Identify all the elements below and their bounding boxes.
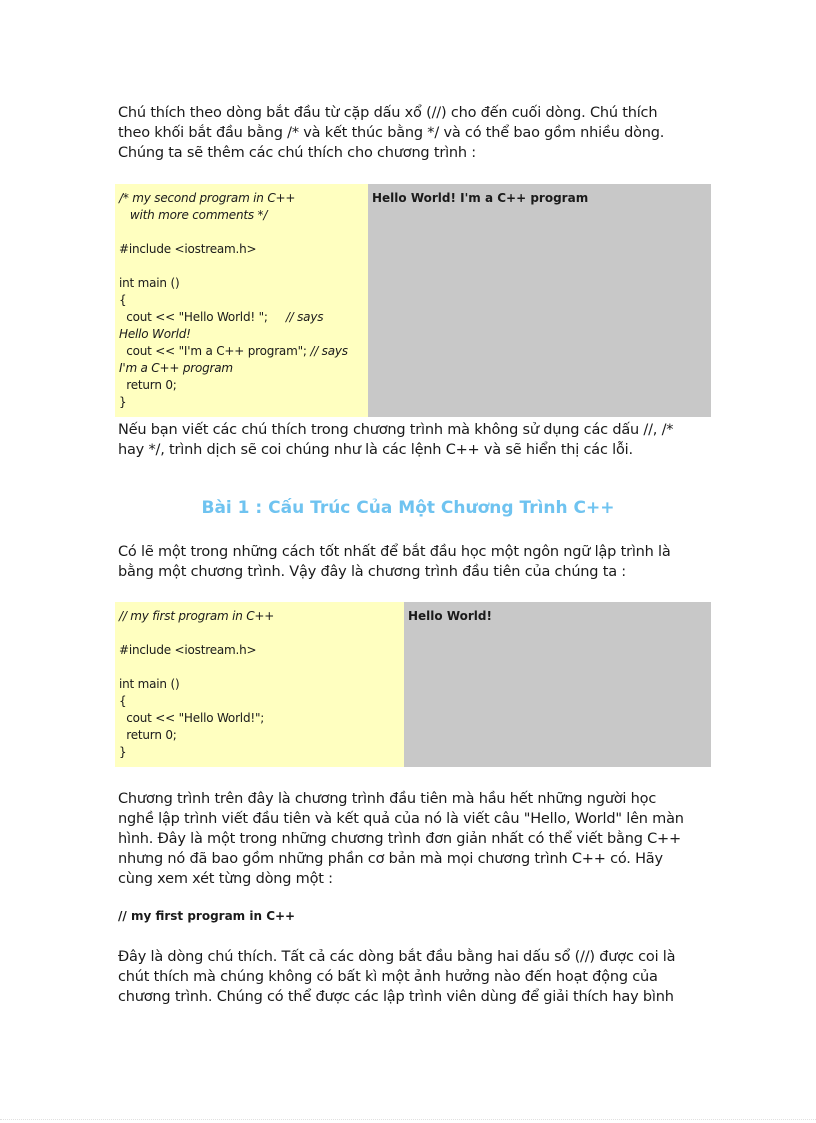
- code-line-label: // my first program in C++: [118, 909, 296, 923]
- code-line: return 0;: [119, 728, 177, 742]
- text-line: Chú thích theo dòng bắt đầu từ cặp dấu xổ (//) cho đến cuối dòng. Chú thích: [118, 105, 658, 121]
- code-line: [119, 659, 400, 676]
- code-line: cout << "Hello World!";: [119, 711, 265, 725]
- code-line: // my first program in C++: [119, 609, 275, 623]
- code-line: int main (): [119, 677, 180, 691]
- code-line: I'm a C++ program: [119, 361, 233, 375]
- code-block: [115, 602, 404, 767]
- code-line: Hello World!: [119, 327, 191, 341]
- code-line: #include <iostream.h>: [119, 643, 257, 657]
- output-text: Hello World!: [408, 609, 492, 623]
- text-line: cùng xem xét từng dòng một :: [118, 871, 333, 887]
- text-line: nhưng nó đã bao gồm những phần cơ bản mà mọi chương trình C++ có. Hãy: [118, 851, 663, 867]
- code-line: cout << "I'm a C++ program"; // says: [119, 344, 348, 358]
- code-line: return 0;: [119, 378, 177, 392]
- code-comment: // says: [285, 310, 324, 324]
- output-panel: [368, 184, 711, 417]
- code-line: {: [119, 694, 127, 708]
- code-line: }: [119, 745, 127, 759]
- explanation-paragraph: [118, 789, 708, 889]
- code-line: [119, 625, 400, 642]
- text-line: nghề lập trình viết đầu tiên và kết quả của nó là viết câu "Hello, World" lên màn: [118, 811, 684, 827]
- intro-paragraph: [118, 103, 708, 163]
- text-line: hay */, trình dịch sẽ coi chúng như là các lệnh C++ và sẽ hiển thị các lỗi.: [118, 442, 633, 458]
- text-line: Đây là dòng chú thích. Tất cả các dòng bắt đầu bằng hai dấu sổ (//) được coi là: [118, 949, 676, 965]
- code-comment: // says: [310, 344, 348, 358]
- code-block: [115, 184, 368, 417]
- text-line: Nếu bạn viết các chú thích trong chương trình mà không sử dụng các dấu //, /*: [118, 422, 674, 438]
- code-line: {: [119, 293, 127, 307]
- text-line: bằng một chương trình. Vậy đây là chương trình đầu tiên của chúng ta :: [118, 564, 626, 580]
- code-line: #include <iostream.h>: [119, 242, 257, 256]
- intro2-paragraph: [118, 542, 708, 582]
- explanation2-paragraph: [118, 947, 708, 1007]
- code-line: /* my second program in C++: [119, 191, 296, 205]
- code-line: with more comments */: [119, 208, 268, 222]
- page-bottom-rule: [0, 1119, 816, 1121]
- output-panel: [404, 602, 711, 767]
- output-text: Hello World! I'm a C++ program: [372, 191, 589, 205]
- text-line: hình. Đây là một trong những chương trình đơn giản nhất có thể viết bằng C++: [118, 831, 681, 847]
- text-line: Chương trình trên đây là chương trình đầu tiên mà hầu hết những người học: [118, 791, 657, 807]
- text-line: Có lẽ một trong những cách tốt nhất để bắt đầu học một ngôn ngữ lập trình là: [118, 544, 671, 560]
- code-line: [119, 224, 364, 241]
- text-line: theo khối bắt đầu bằng /* và kết thúc bằng */ và có thể bao gồm nhiều dòng.: [118, 125, 665, 141]
- text-line: Chúng ta sẽ thêm các chú thích cho chương trình :: [118, 145, 476, 161]
- code-line: int main (): [119, 276, 180, 290]
- code-example-2: [115, 602, 711, 767]
- code-line: }: [119, 395, 127, 409]
- text-line: chương trình. Chúng có thể được các lập trình viên dùng để giải thích hay bình: [118, 989, 674, 1005]
- text-line: chút thích mà chúng không có bất kì một ảnh hưởng nào đến hoạt động của: [118, 969, 658, 985]
- code-example-1: [115, 184, 711, 417]
- section-title: Bài 1 : Cấu Trúc Của Một Chương Trình C++: [201, 498, 615, 518]
- comment-warning-paragraph: [118, 420, 708, 460]
- code-line: [119, 258, 364, 275]
- code-line: cout << "Hello World! "; // says: [119, 310, 324, 324]
